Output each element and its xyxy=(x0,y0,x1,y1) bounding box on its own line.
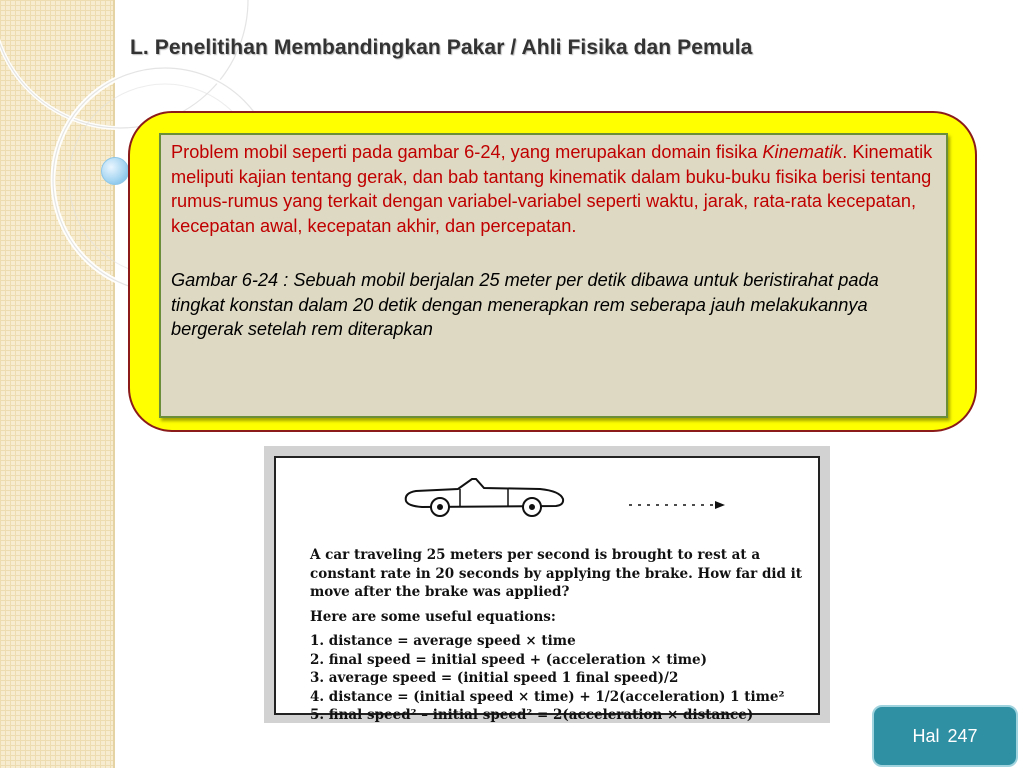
callout-paragraph xyxy=(171,140,936,238)
figure-paper xyxy=(274,456,820,723)
decorative-blue-dot xyxy=(101,157,129,185)
paragraph-text-end: . Kinematik meliputi kajian tentang gerak, dan bab tantang kinematik dalam buku-buku fisika berisi tentang rumus-rumus yang terkait dengan variabel-variabel seperti waktu, jarak, rata-rata kecepatan, kecepatan awal, kecepatan akhir, dan percepatan. xyxy=(171,142,933,236)
page-number-badge xyxy=(872,705,1018,767)
equation-item: 4. distance = (initial speed × time) + 1/2(acceleration) 1 time² xyxy=(310,688,785,705)
motion-arrow-icon xyxy=(629,500,729,510)
equation-item: 2. final speed = initial speed + (acceleration × time) xyxy=(310,651,708,668)
callout-textbox xyxy=(159,133,948,418)
figure-caption: Gambar 6-24 : Sebuah mobil berjalan 25 meter per detik dibawa untuk beristirahat pada tingkat konstan dalam 20 detik dengan menerapkan rem seberapa jauh melakukannya bergerak setelah rem diterapkan xyxy=(171,270,879,339)
page-number: 247 xyxy=(947,725,978,746)
slide-title: L. Penelitihan Membandingkan Pakar / Ahli Fisika dan Pemula xyxy=(130,36,753,59)
figure-text xyxy=(310,546,820,725)
page-label: Hal xyxy=(912,725,940,746)
equation-item: 3. average speed = (initial speed 1 final speed)/2 xyxy=(310,670,679,686)
equation-item: 5. final speed² – initial speed² = 2(acceleration × distance) xyxy=(310,707,754,723)
figure-equations-heading: Here are some useful equations: xyxy=(310,608,556,625)
kinematik-term: Kinematik xyxy=(762,142,843,162)
car-icon xyxy=(400,473,570,519)
figure-problem: A car traveling 25 meters per second is brought to rest at a constant rate in 20 seconds by applying the brake. How far did it move after the brake was applied? xyxy=(310,547,803,600)
scanned-figure xyxy=(264,446,830,723)
side-panel-edge xyxy=(113,0,115,768)
equation-item: 1. distance = average speed × time xyxy=(310,633,576,649)
side-decoration-panel xyxy=(0,0,113,768)
paragraph-text-start: Problem mobil seperti pada gambar 6-24, yang merupakan domain fisika xyxy=(171,142,763,162)
